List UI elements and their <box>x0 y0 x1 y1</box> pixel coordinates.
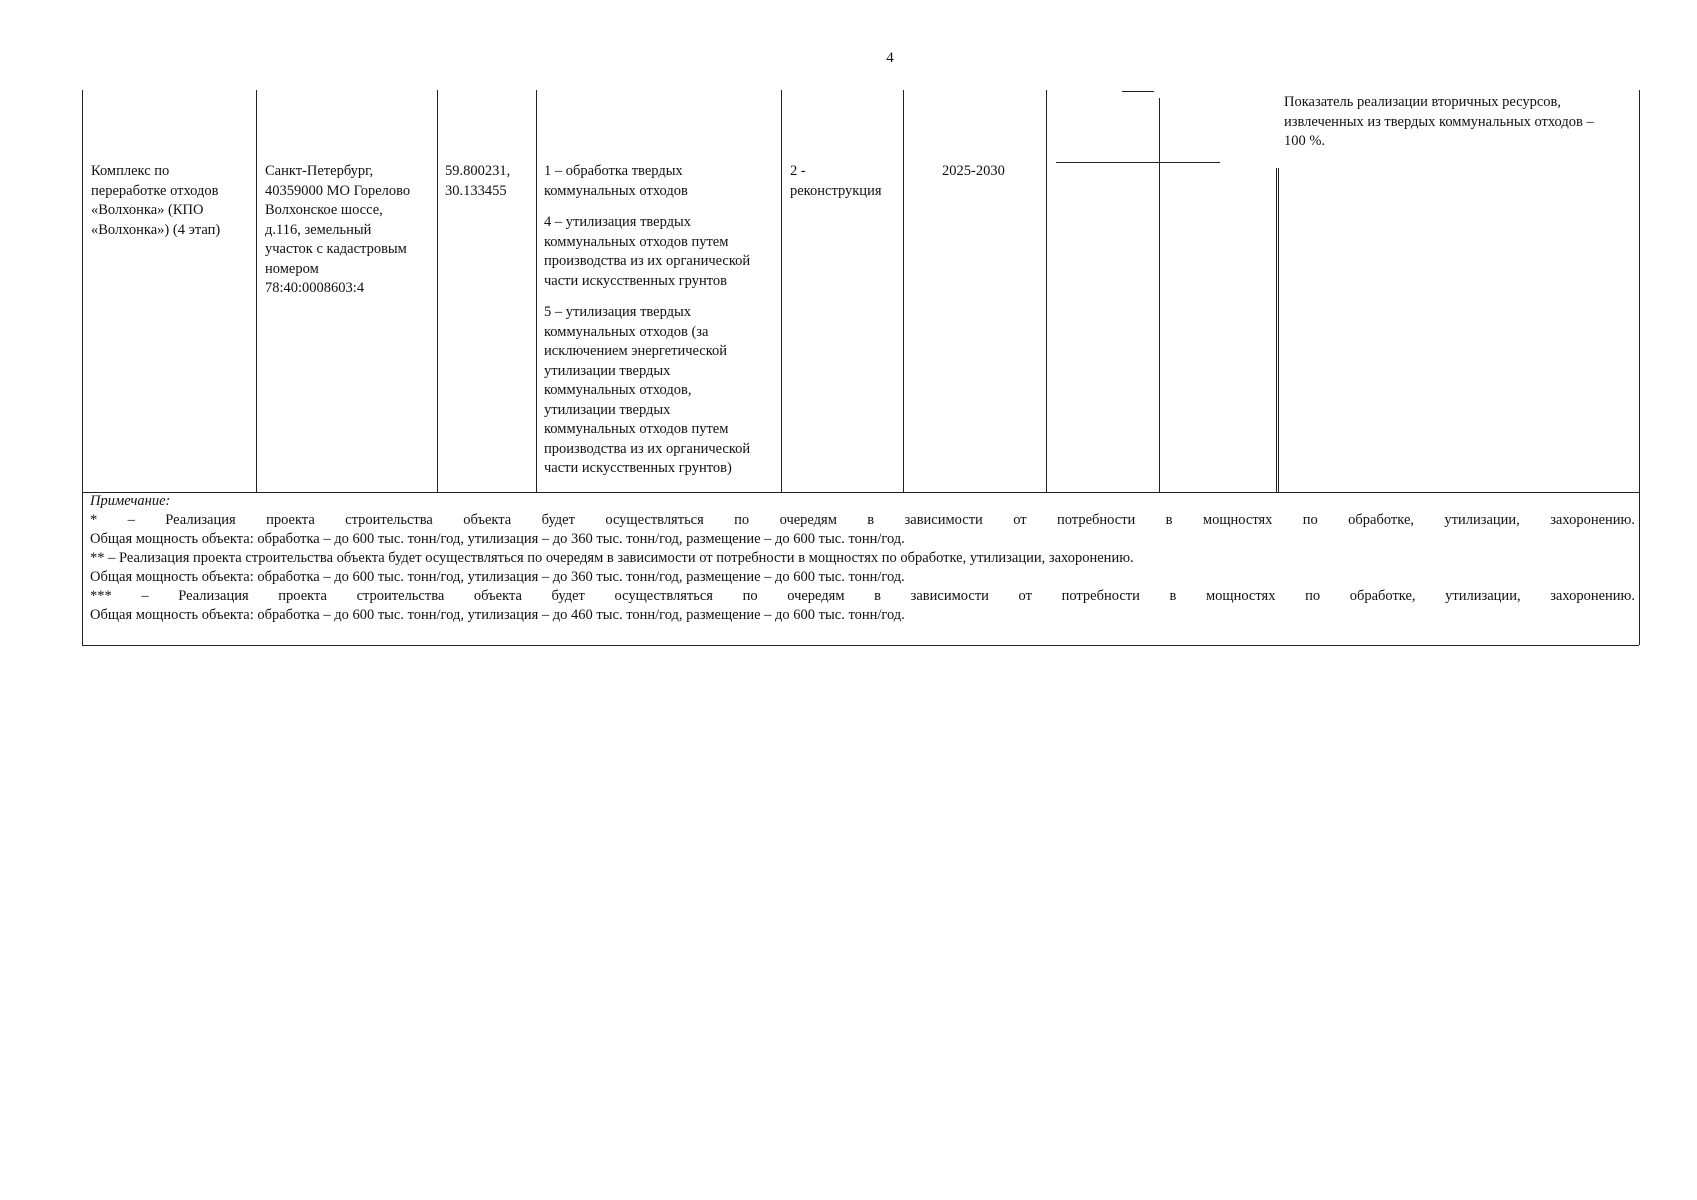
activity-4: 4 – утилизация твердых коммунальных отходов путем производства из их органической части искусственных грунтов <box>544 214 751 289</box>
cell-type: 2 - реконструкция <box>790 163 882 199</box>
note-2-line-1: ** – Реализация проекта строительства объекта будет осуществляться по очередям в зависимости от потребности в мощностях по обработке, утилизации, захоронению. <box>90 550 1134 566</box>
activity-5: 5 – утилизация твердых коммунальных отходов (за исключением энергетической утилизации твердых коммунальных отходов, утилизации твердых коммунальных отходов путем производства из их органической части искусственных грунтов) <box>544 304 751 476</box>
notes-title: Примечание: <box>90 493 171 509</box>
cell-address: Санкт-Петербург, 40359000 МО Горелово Волхонское шоссе, д.116, земельный участок с кадастровым номером 78:40:0008603:4 <box>265 163 411 296</box>
indicator-text: Показатель реализации вторичных ресурсов, извлеченных из твердых коммунальных отходов – 100 %. <box>1284 94 1594 149</box>
note-2-line-2: Общая мощность объекта: обработка – до 600 тыс. тонн/год, утилизация – до 360 тыс. тонн/год, размещение – до 600 тыс. тонн/год. <box>90 569 905 585</box>
note-1-line-1: * – Реализация проекта строительства объекта будет осуществляться по очередям в зависимости от потребности в мощностях по обработке, утилизации, захоронению. <box>90 512 1635 528</box>
note-3-line-2: Общая мощность объекта: обработка – до 600 тыс. тонн/год, утилизация – до 460 тыс. тонн/год, размещение – до 600 тыс. тонн/год. <box>90 607 905 623</box>
activity-1: 1 – обработка твердых коммунальных отходов <box>544 163 688 199</box>
note-3-line-1: *** – Реализация проекта строительства объекта будет осуществляться по очередям в зависимости от потребности в мощностях по обработке, утилизации, захоронению. <box>90 588 1635 604</box>
cell-activities <box>544 162 750 479</box>
cell-coordinates: 59.800231, 30.133455 <box>445 163 511 199</box>
page-number: 4 <box>886 50 894 66</box>
cell-period: 2025-2030 <box>942 163 1005 179</box>
note-1-line-2: Общая мощность объекта: обработка – до 600 тыс. тонн/год, утилизация – до 360 тыс. тонн/год, размещение – до 600 тыс. тонн/год. <box>90 531 905 547</box>
cell-object-name: Комплекс по переработке отходов «Волхонка» (КПО «Волхонка») (4 этап) <box>91 163 221 238</box>
